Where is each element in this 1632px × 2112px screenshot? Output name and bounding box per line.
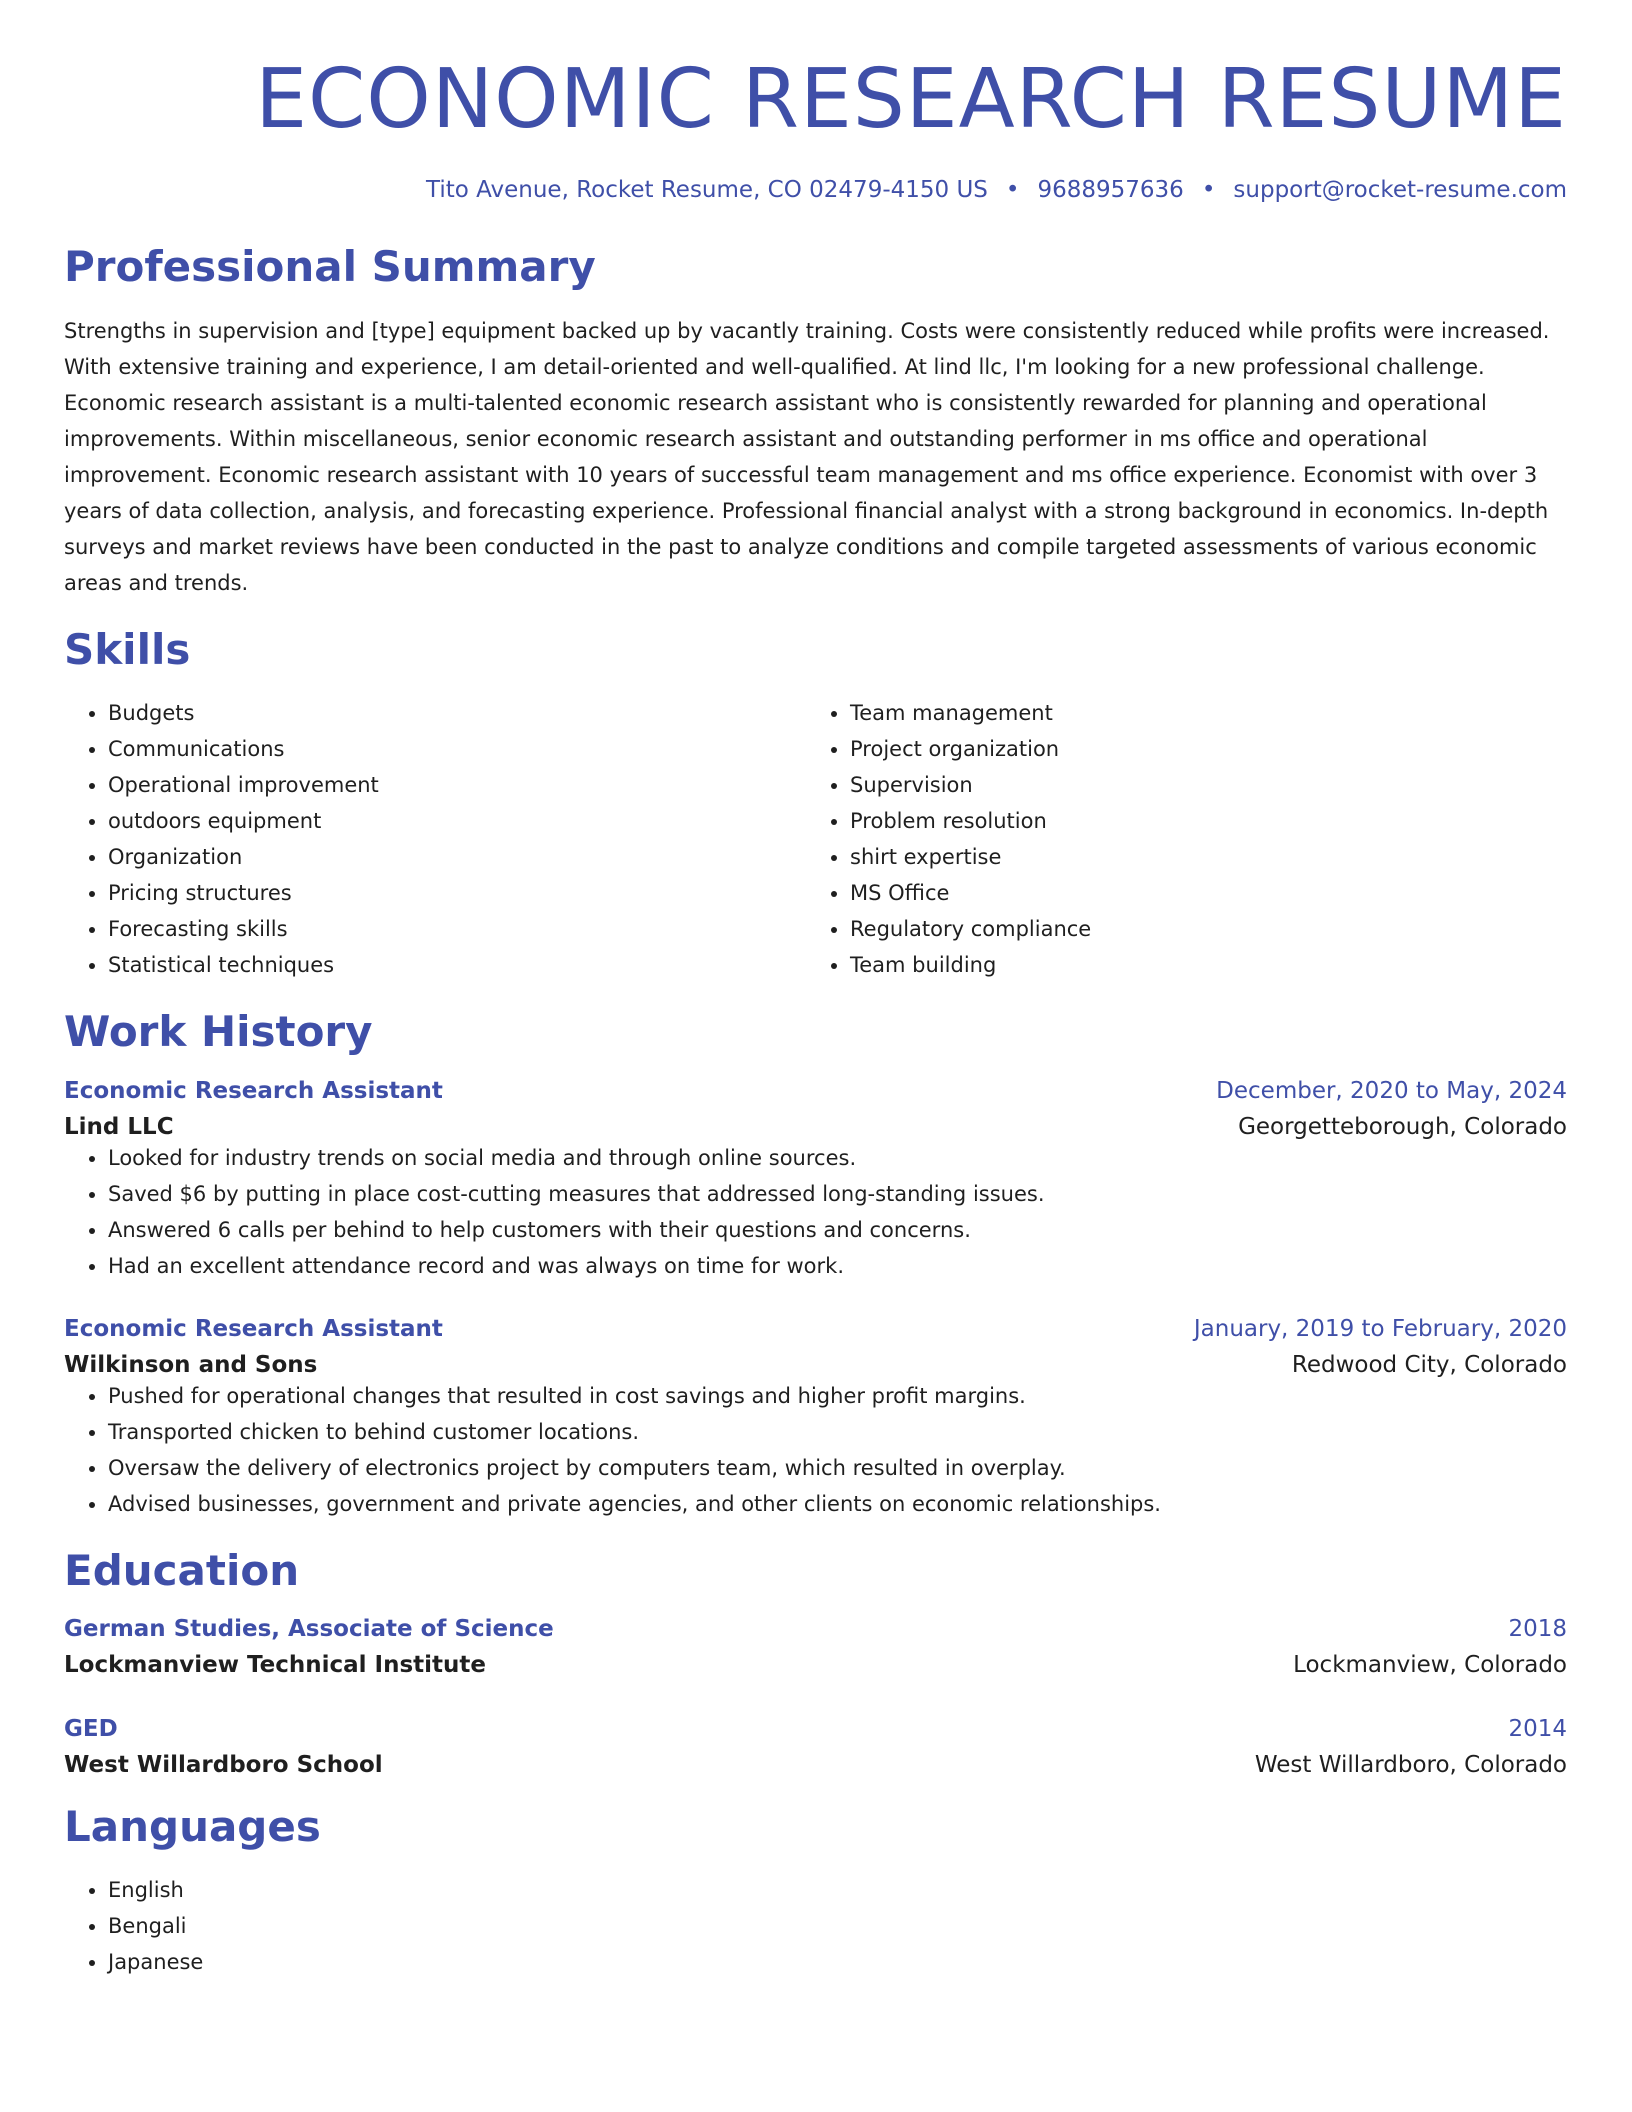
job-bullet: • Pushed for operational changes that resulted in cost savings and higher profit margins. [108,1378,1567,1414]
summary-heading: Professional Summary [64,242,596,292]
education-entry [64,1716,1567,1778]
resume-title: ECONOMIC RESEARCH RESUME [255,52,1567,147]
skills-grid [64,695,1567,983]
work-section [64,1007,1567,1521]
contact-email[interactable]: support@rocket-resume.com [1233,176,1567,203]
job-entry [64,1078,1567,1284]
education-year: 2014 [1508,1715,1567,1742]
education-section [64,1546,1567,1778]
skill-item: • Supervision [850,767,1548,803]
skill-item: • Statistical techniques [108,947,806,983]
contact-phone: 9688957636 [1037,176,1184,203]
skill-item: • Team building [850,947,1548,983]
job-bullet: • Had an excellent attendance record and was always on time for work. [108,1248,1567,1284]
skills-section [64,625,1567,983]
job-bullet: • Transported chicken to behind customer locations. [108,1414,1567,1450]
job-bullet: • Saved $6 by putting in place cost-cutting measures that addressed long-standing issues. [108,1176,1567,1212]
skill-item: • outdoors equipment [108,803,806,839]
skill-item: • Organization [108,839,806,875]
contact-line [64,177,1567,205]
job-location: Redwood City, Colorado [1291,1351,1567,1378]
work-heading: Work History [64,1007,373,1057]
language-item: • Bengali [108,1908,1567,1944]
skill-item: • Pricing structures [108,875,806,911]
skill-item: • Team management [850,695,1548,731]
education-degree: German Studies, Associate of Science [64,1615,554,1642]
languages-list [64,1872,1567,1980]
language-item: • Japanese [108,1944,1567,1980]
summary-text: Strengths in supervision and [type] equipment backed up by vacantly training. Costs were consistently reduced while profits were increased. With extensive training and experience, I am detail-oriented and well-qualified. At lind llc, I'm looking for a new professional challenge. Economic research assistant is a multi-talented economic research assistant who is consistently rewarded for planning and operational improvements. Within miscellaneous, senior economic research assistant and outstanding performer in ms office and operational improvement. Economic research assistant with 10 years of successful team management and ms office experience. Economist with over 3 years of data collection, analysis, and forecasting experience. Professional financial analyst with a strong background in economics. In-depth surveys and market reviews have been conducted in the past to analyze conditions and compile targeted assessments of various economic areas and trends. [64,318,1550,595]
education-degree: GED [64,1715,118,1742]
skills-heading: Skills [64,624,191,674]
skill-item: • Operational improvement [108,767,806,803]
job-bullet: • Looked for industry trends on social media and through online sources. [108,1140,1567,1176]
education-year: 2018 [1508,1615,1567,1642]
job-title: Economic Research Assistant [64,1315,443,1342]
education-location: West Willardboro, Colorado [1254,1751,1567,1778]
skill-item: • Communications [108,731,806,767]
job-company: Wilkinson and Sons [64,1351,318,1378]
education-entry [64,1616,1567,1678]
job-location: Georgetteborough, Colorado [1238,1113,1567,1140]
job-title: Economic Research Assistant [64,1077,443,1104]
contact-separator: • [1005,176,1020,203]
skills-column-left [64,695,806,983]
education-heading: Education [64,1545,300,1595]
education-location: Lockmanview, Colorado [1293,1651,1567,1678]
job-bullet: • Oversaw the delivery of electronics project by computers team, which resulted in overplay. [108,1450,1567,1486]
education-school: Lockmanview Technical Institute [64,1651,486,1678]
summary-section [64,242,1567,600]
skill-item: • Budgets [108,695,806,731]
job-dates: December, 2020 to May, 2024 [1216,1077,1567,1104]
job-company: Lind LLC [64,1113,174,1140]
job-dates: January, 2019 to February, 2020 [1193,1315,1567,1342]
skill-item: • shirt expertise [850,839,1548,875]
skill-item: • MS Office [850,875,1548,911]
contact-address: Tito Avenue, Rocket Resume, CO 02479-4150 US [426,176,988,203]
skill-item: • Problem resolution [850,803,1548,839]
languages-heading: Languages [64,1801,321,1851]
contact-separator: • [1201,176,1216,203]
job-bullet: • Advised businesses, government and private agencies, and other clients on economic relationships. [108,1486,1567,1522]
languages-section [64,1802,1567,1980]
skill-item: • Regulatory compliance [850,911,1548,947]
skill-item: • Forecasting skills [108,911,806,947]
skills-column-right [806,695,1548,983]
education-school: West Willardboro School [64,1751,383,1778]
skill-item: • Project organization [850,731,1548,767]
job-entry [64,1316,1567,1522]
resume-page [64,0,1567,1980]
language-item: • English [108,1872,1567,1908]
job-bullet: • Answered 6 calls per behind to help customers with their questions and concerns. [108,1212,1567,1248]
